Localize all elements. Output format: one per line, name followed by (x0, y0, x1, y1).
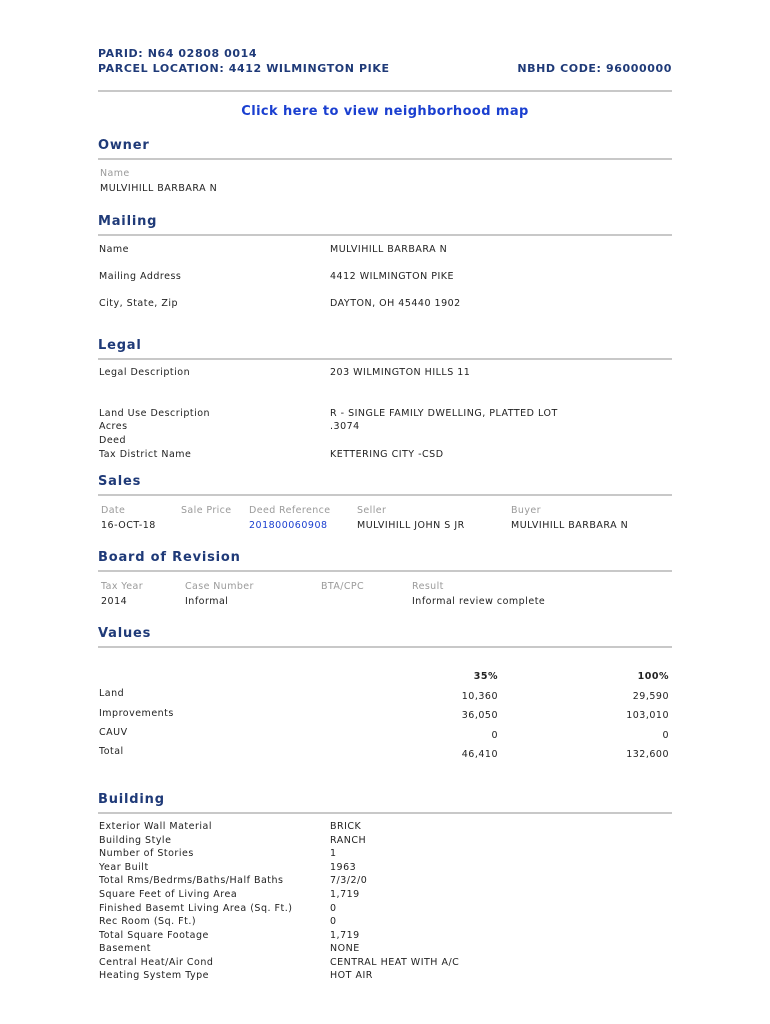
values-improvements-label: Improvements (99, 708, 174, 719)
sale-buyer: MULVIHILL BARBARA N (511, 520, 629, 531)
mailing-city-label: City, State, Zip (99, 298, 179, 309)
building-section-title: Building (98, 792, 165, 807)
building-value-total-sqft: 1,719 (330, 930, 360, 941)
building-value-year-built: 1963 (330, 862, 357, 873)
land-use-value: R - SINGLE FAMILY DWELLING, PLATTED LOT (330, 408, 558, 419)
building-value-stories: 1 (330, 848, 337, 859)
sale-seller: MULVIHILL JOHN S JR (357, 520, 465, 531)
sales-col-seller: Seller (357, 505, 387, 516)
owner-section-title: Owner (98, 138, 150, 153)
building-value-rec-room: 0 (330, 916, 337, 927)
values-divider (98, 646, 672, 648)
sales-section-title: Sales (98, 474, 142, 489)
mailing-address-label: Mailing Address (99, 271, 182, 282)
acres-value: .3074 (330, 421, 360, 432)
building-value-living-area: 1,719 (330, 889, 360, 900)
building-label-rec-room: Rec Room (Sq. Ft.) (99, 916, 197, 927)
tax-district-value: KETTERING CITY -CSD (330, 449, 444, 460)
values-total-100: 132,600 (626, 749, 669, 760)
values-improvements-100: 103,010 (626, 710, 669, 721)
deed-label: Deed (99, 435, 127, 446)
mailing-city-value: DAYTON, OH 45440 1902 (330, 298, 461, 309)
land-use-label: Land Use Description (99, 408, 211, 419)
bor-col-tax-year: Tax Year (101, 581, 144, 592)
parcel-location: PARCEL LOCATION: 4412 WILMINGTON PIKE (98, 62, 390, 75)
sale-date: 16-OCT-18 (101, 520, 156, 531)
values-col-100: 100% (637, 671, 669, 682)
bor-section-title: Board of Revision (98, 550, 241, 565)
legal-section-title: Legal (98, 338, 142, 353)
building-label-heating-type: Heating System Type (99, 970, 210, 981)
bor-divider (98, 570, 672, 572)
header-divider (98, 90, 672, 92)
bor-col-case-number: Case Number (185, 581, 254, 592)
legal-divider (98, 358, 672, 360)
owner-name: MULVIHILL BARBARA N (100, 183, 218, 194)
building-value-heat-air: CENTRAL HEAT WITH A/C (330, 957, 460, 968)
building-label-basement: Basement (99, 943, 151, 954)
nbhd-code: NBHD CODE: 96000000 (517, 62, 672, 75)
mailing-divider (98, 234, 672, 236)
bor-case-number: Informal (185, 596, 229, 607)
building-label-heat-air: Central Heat/Air Cond (99, 957, 214, 968)
values-cauv-label: CAUV (99, 727, 128, 738)
building-label-style: Building Style (99, 835, 172, 846)
values-section-title: Values (98, 626, 152, 641)
building-divider (98, 812, 672, 814)
bor-tax-year: 2014 (101, 596, 128, 607)
building-label-total-sqft: Total Square Footage (99, 930, 209, 941)
mailing-name-label: Name (99, 244, 130, 255)
building-value-style: RANCH (330, 835, 367, 846)
values-land-100: 29,590 (632, 691, 669, 702)
legal-description-value: 203 WILMINGTON HILLS 11 (330, 367, 471, 378)
mailing-address-value: 4412 WILMINGTON PIKE (330, 271, 454, 282)
bor-col-bta-cpc: BTA/CPC (321, 581, 365, 592)
sales-col-buyer: Buyer (511, 505, 541, 516)
building-label-exterior-wall: Exterior Wall Material (99, 821, 212, 832)
building-value-basement-area: 0 (330, 903, 337, 914)
building-label-living-area: Square Feet of Living Area (99, 889, 238, 900)
sales-col-date: Date (101, 505, 126, 516)
building-label-rooms: Total Rms/Bedrms/Baths/Half Baths (99, 875, 284, 886)
deed-reference-link[interactable]: 201800060908 (249, 520, 328, 531)
values-land-35: 10,360 (461, 691, 498, 702)
building-label-basement-area: Finished Basemt Living Area (Sq. Ft.) (99, 903, 293, 914)
values-cauv-100: 0 (662, 730, 669, 741)
values-improvements-35: 36,050 (461, 710, 498, 721)
building-label-stories: Number of Stories (99, 848, 194, 859)
building-label-year-built: Year Built (99, 862, 149, 873)
values-land-label: Land (99, 688, 125, 699)
mailing-name-value: MULVIHILL BARBARA N (330, 244, 448, 255)
bor-col-result: Result (412, 581, 444, 592)
sales-col-deed: Deed Reference (249, 505, 331, 516)
owner-name-label: Name (100, 168, 130, 179)
building-value-rooms: 7/3/2/0 (330, 875, 368, 886)
values-total-label: Total (99, 746, 124, 757)
parcel-id: PARID: N64 02808 0014 (98, 47, 258, 60)
sales-divider (98, 494, 672, 496)
bor-result: Informal review complete (412, 596, 546, 607)
values-col-35: 35% (473, 671, 498, 682)
legal-description-label: Legal Description (99, 367, 191, 378)
owner-divider (98, 158, 672, 160)
values-total-35: 46,410 (461, 749, 498, 760)
values-cauv-35: 0 (491, 730, 498, 741)
acres-label: Acres (99, 421, 128, 432)
sales-col-price: Sale Price (181, 505, 232, 516)
mailing-section-title: Mailing (98, 214, 158, 229)
building-value-heating-type: HOT AIR (330, 970, 373, 981)
neighborhood-map-link[interactable]: Click here to view neighborhood map (241, 104, 529, 119)
building-value-basement: NONE (330, 943, 360, 954)
building-value-exterior-wall: BRICK (330, 821, 362, 832)
tax-district-label: Tax District Name (99, 449, 192, 460)
